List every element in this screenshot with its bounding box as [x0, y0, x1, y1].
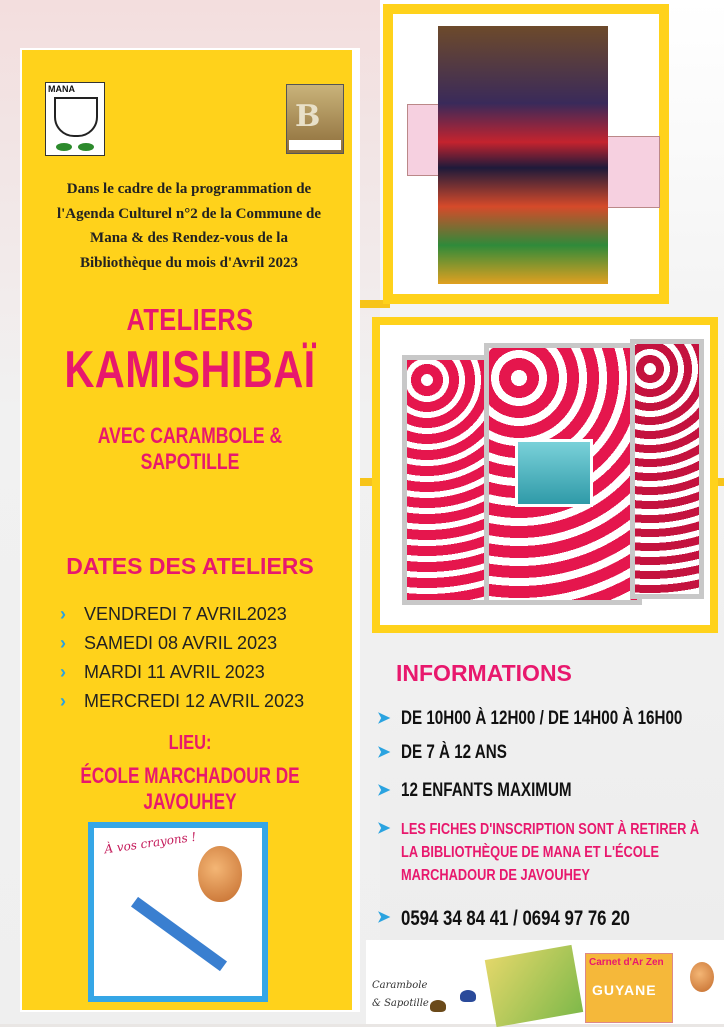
triptych-right-panel — [630, 339, 704, 599]
bibliotheque-logo-mark: B — [295, 99, 321, 134]
chevron-right-icon: › — [60, 604, 66, 624]
arrow-right-icon: ➤ — [377, 782, 391, 799]
dates-list — [60, 600, 360, 716]
chevron-right-icon: › — [60, 662, 66, 682]
collage-artwork — [438, 26, 608, 284]
dates-heading: DATES DES ATELIERS — [66, 553, 314, 579]
info-hours: ➤ DE 10H00 À 12H00 / DE 14H00 À 16H00 — [377, 708, 683, 729]
title-kamishibai: KAMISHIBAÏ — [64, 341, 316, 399]
title-subtitle: AVEC CARAMBOLE & SAPOTILLE — [97, 423, 283, 474]
date-item: › VENDREDI 7 AVRIL2023 — [60, 604, 287, 624]
book-cover-carnet: Carnet d'Ar Zen GUYANE — [585, 953, 673, 1023]
kamishibai-photo-1 — [383, 4, 669, 304]
mana-logo-label: MANA — [48, 84, 75, 94]
chevron-right-icon: › — [60, 691, 66, 711]
bibliotheque-logo — [286, 84, 344, 154]
info-ages: ➤ DE 7 À 12 ANS — [377, 742, 507, 763]
carambole-sapotille-logo: Carambole & Sapotille — [372, 980, 429, 1009]
coat-of-arms-icon — [54, 97, 98, 137]
intro-line: Dans le cadre de la programmation de — [66, 181, 312, 197]
arrow-right-icon: ➤ — [377, 710, 391, 727]
info-phone: ➤ 0594 34 84 41 / 0694 97 76 20 — [377, 907, 630, 930]
intro-line: Mana & des Rendez-vous de la — [90, 230, 288, 246]
crayons-caption: À vos crayons ! — [103, 829, 198, 857]
pencil-icon — [131, 897, 227, 971]
arrow-right-icon: ➤ — [377, 909, 391, 926]
informations-heading: INFORMATIONS — [396, 660, 572, 686]
info-registration: ➤ LES FICHES D'INSCRIPTION SONT À RETIRER À LA BIBLIOTHÈQUE DE MANA ET L'ÉCOLE MARCHADOUR DE JAVOUHEY — [377, 818, 724, 887]
mana-commune-logo — [45, 82, 105, 156]
date-item: › MERCREDI 12 AVRIL 2023 — [60, 691, 305, 711]
location-name: ÉCOLE MARCHADOUR DE JAVOUHEY — [80, 763, 300, 814]
intro-line: Bibliothèque du mois d'Avril 2023 — [79, 254, 299, 271]
intro-line: l'Agenda Culturel n°2 de la Commune de — [56, 205, 322, 222]
info-capacity: ➤ 12 ENFANTS MAXIMUM — [377, 780, 572, 801]
arrow-right-icon: ➤ — [377, 744, 391, 761]
butterfly-icon — [430, 1000, 446, 1012]
egg-character-icon — [198, 846, 242, 902]
date-item: › SAMEDI 08 AVRIL 2023 — [60, 633, 278, 653]
egg-character-icon — [690, 962, 714, 992]
intro-text — [30, 177, 348, 275]
title-ateliers: ATELIERS — [126, 302, 254, 337]
chevron-right-icon: › — [60, 633, 66, 653]
arrow-right-icon: ➤ — [377, 820, 391, 837]
a-vos-crayons-illustration — [88, 822, 268, 1002]
triptych-picture — [515, 439, 593, 507]
triptych-left-panel — [402, 355, 496, 605]
butterfly-icon — [460, 990, 476, 1002]
location-label: LIEU: — [168, 732, 212, 754]
date-item: › MARDI 11 AVRIL 2023 — [60, 662, 265, 682]
kamishibai-photo-2 — [372, 317, 718, 633]
